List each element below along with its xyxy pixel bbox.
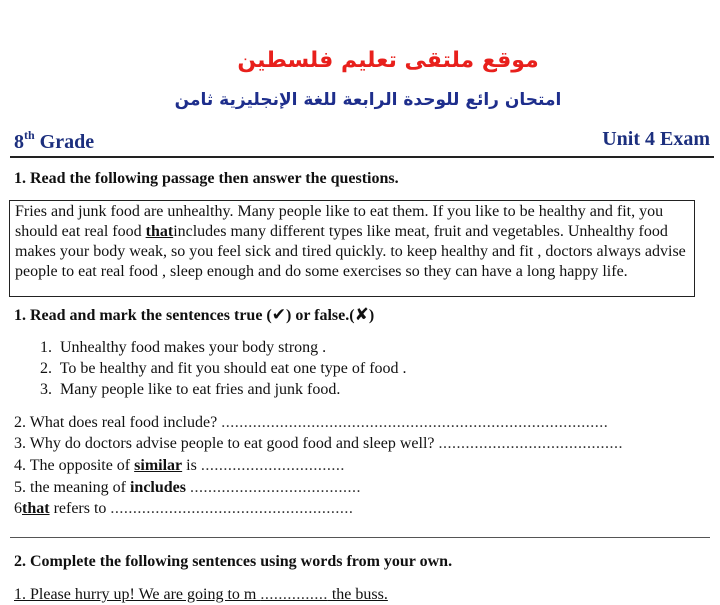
answer-blank[interactable]: ......................................	[189, 479, 361, 496]
section-divider	[10, 537, 710, 538]
tf-heading-mid: ) or false.(	[286, 307, 355, 324]
passage-part1: Fries and junk food are unhealthy. Many people like to eat them. If you like to be healthy and fit, you should eat real food	[15, 203, 664, 240]
question-2-text: 2. What does real food include?	[14, 414, 222, 431]
tf-item-number: 3.	[40, 381, 52, 398]
question-4-keyword: similar	[134, 457, 183, 474]
grade-ordinal: th	[24, 128, 35, 142]
true-false-list	[40, 337, 407, 400]
exam-subtitle: امتحان رائع للوحدة الرابعة للغة الإنجليزية ثامن	[174, 90, 562, 110]
question-4-post: is	[182, 457, 201, 474]
tf-heading-end: )	[368, 307, 375, 324]
question-6-pre: 6	[14, 500, 22, 517]
question-4-pre: 4. The opposite of	[14, 457, 135, 474]
tf-item-text: Many people like to eat fries and junk food.	[60, 381, 341, 398]
tf-item	[40, 337, 407, 358]
section1-heading: 1. Read the following passage then answer the questions.	[14, 170, 399, 187]
cross-mark-icon: ✘	[354, 305, 369, 325]
question-6-post: refers to	[49, 500, 111, 517]
question-6-keyword: that	[22, 500, 50, 517]
tf-item-number: 2.	[40, 360, 52, 377]
question-5	[14, 477, 361, 498]
question-6	[14, 498, 353, 519]
question-5-pre: 5. the meaning of	[14, 479, 130, 496]
tf-item	[40, 379, 407, 400]
section2-item-1-pre: 1. Please hurry up! We are going to m	[14, 586, 261, 603]
true-false-heading	[14, 305, 374, 325]
section2-item-1-post: the buss.	[327, 586, 388, 603]
answer-blank[interactable]: ...............	[260, 586, 328, 603]
question-5-keyword: includes	[129, 479, 186, 496]
answer-blank[interactable]: .........................................	[438, 435, 623, 452]
answer-blank[interactable]: ......................................................................................	[221, 414, 609, 431]
grade-label	[14, 128, 94, 154]
section2-item-1	[14, 584, 388, 605]
grade-word: Grade	[39, 131, 95, 153]
section2-heading: 2. Complete the following sentences using words from your own.	[14, 553, 453, 570]
question-3	[14, 433, 623, 454]
tf-heading-prefix: 1. Read and mark the sentences true (	[14, 307, 272, 324]
answer-blank[interactable]: ......................................................	[110, 500, 354, 517]
tf-item-text: To be healthy and fit you should eat one type of food .	[59, 360, 407, 377]
tf-item	[40, 358, 407, 379]
tf-item-text: Unhealthy food makes your body strong .	[60, 339, 327, 356]
passage-underlined-word: that	[145, 223, 174, 240]
question-3-text: 3. Why do doctors advise people to eat good food and sleep well?	[14, 435, 439, 452]
question-2	[14, 412, 608, 433]
site-title: موقع ملتقى تعليم فلسطين	[237, 48, 539, 73]
passage-part2: includes many different types like meat, fruit and vegetables. Unhealthy food makes your body weak, so you feel sick and tired quickly. to keep healthy and fit , doctors always advise people to eat real food , sleep enough and do some exercises so they can have a long happy life.	[15, 223, 686, 280]
reading-passage	[9, 200, 695, 297]
unit-exam-label: Unit 4 Exam	[602, 128, 710, 150]
tf-item-number: 1.	[40, 339, 52, 356]
answer-blank[interactable]: ................................	[200, 457, 345, 474]
question-4	[14, 455, 345, 476]
check-mark-icon: ✔	[271, 305, 286, 325]
grade-number: 8	[14, 131, 24, 153]
header-divider	[10, 156, 714, 158]
